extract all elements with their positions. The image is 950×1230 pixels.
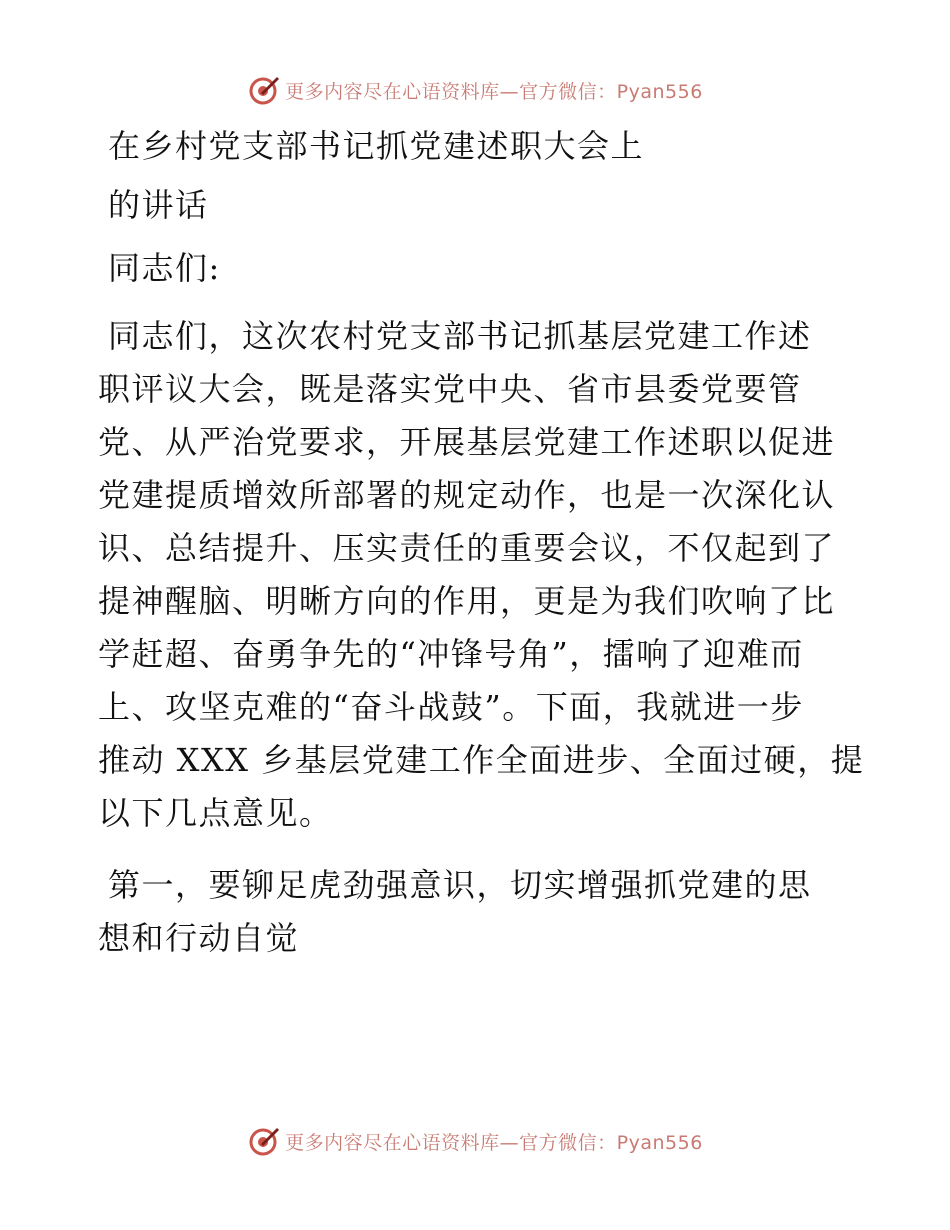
heading-line: 第一，要铆足虎劲强意识，切实增强抓党建的思 xyxy=(108,866,812,904)
watermark-bottom xyxy=(0,1121,950,1161)
watermark-top xyxy=(0,70,950,110)
paragraph-line: 识、总结提升、压实责任的重要会议，不仅起到了 xyxy=(98,529,836,567)
paragraph-1 xyxy=(98,310,865,840)
title-line-1: 在乡村党支部书记抓党建述职大会上 xyxy=(108,127,645,165)
paragraph-line: 上、攻坚克难的“奋斗战鼓”。下面，我就进一步 xyxy=(98,688,804,726)
paragraph-line: 党建提质增效所部署的规定动作，也是一次深化认 xyxy=(98,476,836,514)
paragraph-line: 提神醒脑、明晰方向的作用，更是为我们吹响了比 xyxy=(98,582,836,620)
pen-circle-logo-icon xyxy=(247,1124,281,1158)
watermark-text: 更多内容尽在心语资料库—官方微信：Pyan556 xyxy=(285,1131,703,1154)
heading-line: 想和行动自觉 xyxy=(98,919,300,957)
paragraph-line: 学赶超、奋勇争先的“冲锋号角”，擂响了迎难而 xyxy=(98,635,804,673)
document-body xyxy=(98,120,865,965)
paragraph-line: 推动 XXX 乡基层党建工作全面进步、全面过硬，提 xyxy=(98,741,865,779)
section-heading-1 xyxy=(98,859,858,965)
title-line-2: 的讲话 xyxy=(108,186,209,224)
paragraph-line: 党、从严治党要求，开展基层党建工作述职以促进 xyxy=(98,423,836,461)
watermark-text: 更多内容尽在心语资料库—官方微信：Pyan556 xyxy=(285,80,703,103)
paragraph-line: 同志们，这次农村党支部书记抓基层党建工作述 xyxy=(108,317,812,355)
pen-circle-logo-icon xyxy=(247,73,281,107)
paragraph-line: 以下几点意见。 xyxy=(98,794,333,832)
greeting: 同志们: xyxy=(108,249,221,287)
paragraph-line: 职评议大会，既是落实党中央、省市县委党要管 xyxy=(98,370,802,408)
